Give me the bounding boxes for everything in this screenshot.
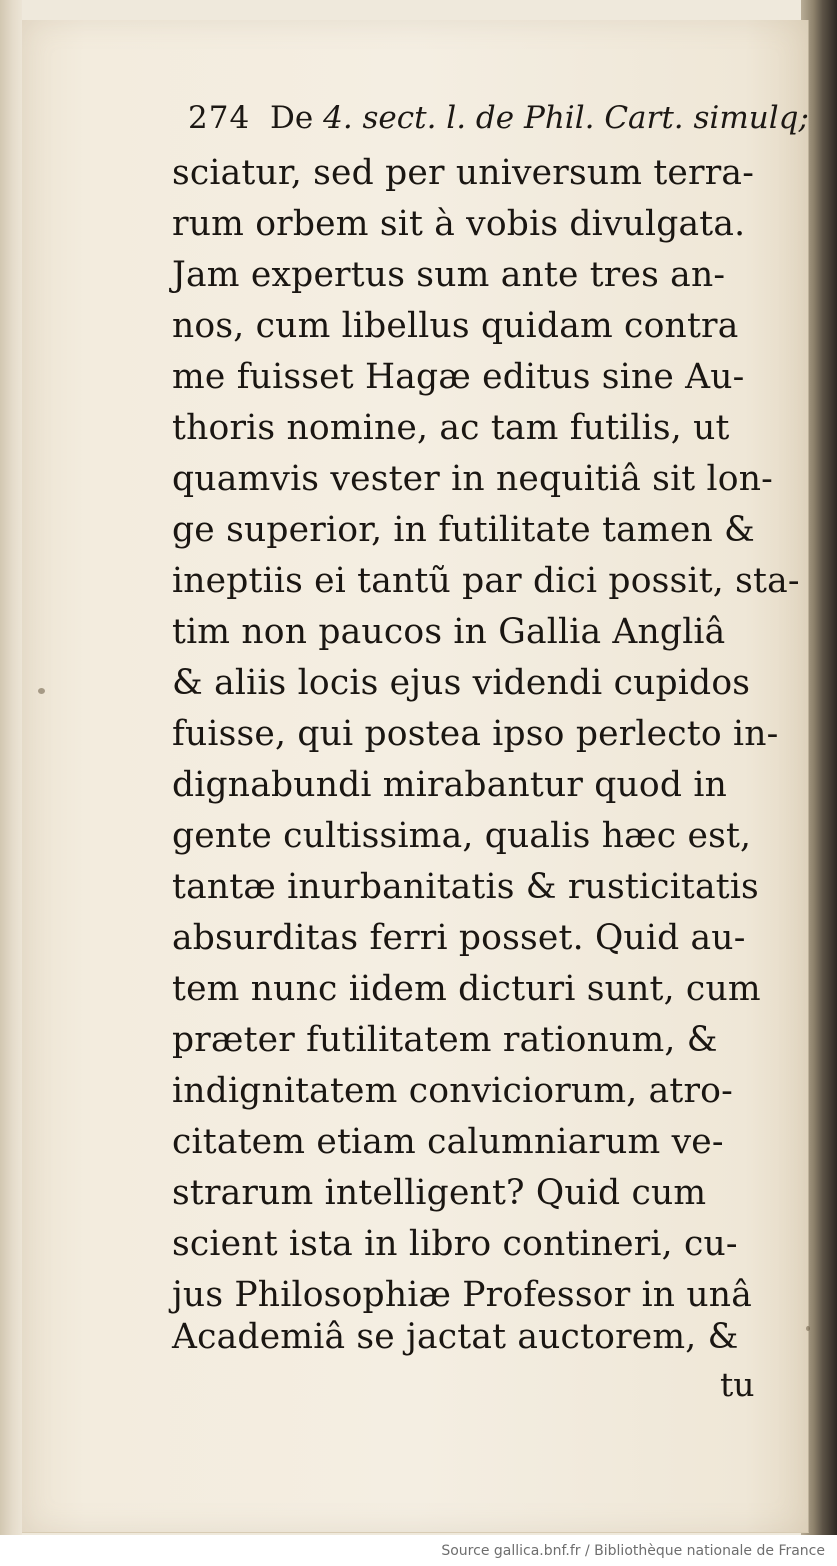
text-line: fuisse, qui postea ipso perlecto in- [172,714,779,754]
source-attribution: Source gallica.bnf.fr / Bibliothèque nationale de France [441,1543,825,1559]
text-line: præter futilitatem rationum, & [172,1020,718,1060]
text-line: Jam expertus sum ante tres an- [172,255,726,295]
text-line: thoris nomine, ac tam futilis, ut [172,408,730,448]
text-line: Academiâ se jactat auctorem, & [172,1317,739,1357]
text-line: jus Philosophiæ Professor in unâ [172,1275,752,1315]
page-number: 274 [188,100,251,136]
text-line: ge superior, in futilitate tamen & [172,510,755,550]
text-line: gente cultissima, qualis hæc est, [172,816,752,856]
footer-bar [0,1535,837,1566]
text-line: tim non paucos in Gallia Angliâ [172,612,726,652]
text-line: nos, cum libellus quidam contra [172,306,739,346]
text-line: absurditas ferri posset. Quid au- [172,918,746,958]
text-line: tantæ inurbanitatis & rusticitatis [172,867,759,907]
text-line: strarum intelligent? Quid cum [172,1173,707,1213]
text-line: scient ista in libro contineri, cu- [172,1224,738,1264]
text-line: rum orbem sit à vobis divulgata. [172,204,746,244]
running-head-prefix: De [270,100,314,136]
running-head-title: 4. sect. l. de Phil. Cart. simulq; [323,100,809,136]
text-line: me fuisset Hagæ editus sine Au- [172,357,745,397]
text-line: ineptiis ei tantũ par dici possit, sta- [172,561,800,601]
text-line: & aliis locis ejus videndi cupidos [172,663,751,703]
text-line: tem nunc iidem dicturi sunt, cum [172,969,761,1009]
catchword: tu [720,1365,755,1404]
text-line: dignabundi mirabantur quod in [172,765,728,805]
text-line: sciatur, sed per universum terra- [172,153,755,193]
text-line: quamvis vester in nequitiâ sit lon- [172,459,774,499]
text-line: indignitatem conviciorum, atro- [172,1071,733,1111]
text-line: citatem etiam calumniarum ve- [172,1122,724,1162]
